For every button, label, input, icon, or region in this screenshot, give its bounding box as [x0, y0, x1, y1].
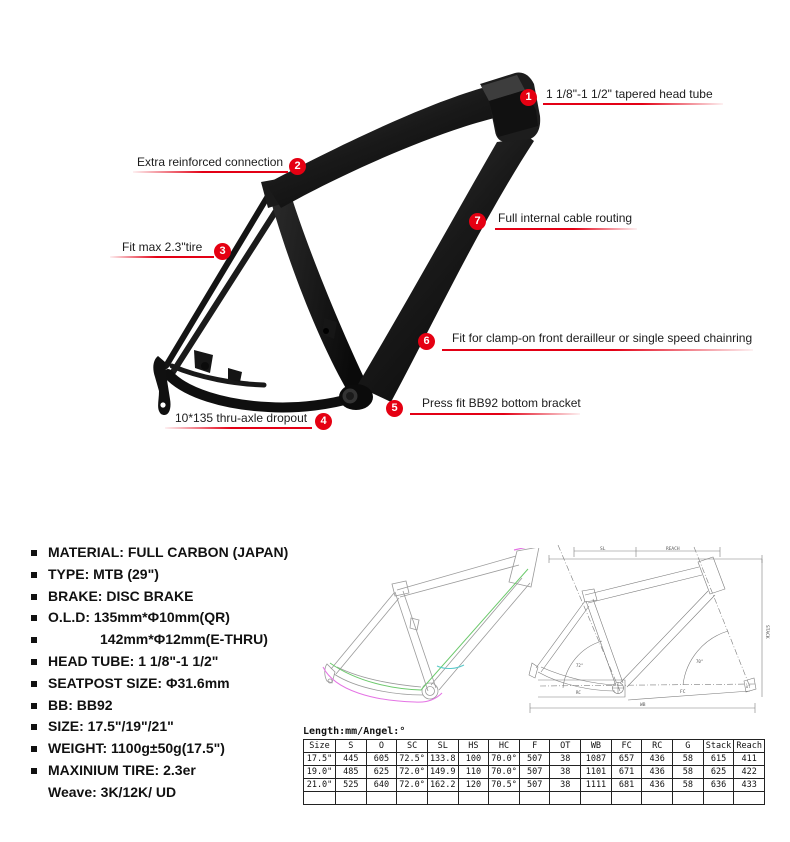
spec-size: SIZE: 17.5"/19"/21" — [30, 716, 330, 738]
callout-label-cable-routing: Full internal cable routing — [498, 211, 633, 225]
seat-angle-label: 72° — [576, 663, 584, 668]
geometry-row-19-0: 19.0" 485 625 72.0° 149.9 110 70.0° 507 38 1101 671 436 58 625 422 — [304, 766, 765, 779]
callout-label-head-tube: 1 1/8"-1 1/2" tapered head tube — [546, 87, 713, 101]
spec-old-ethru: 142mm*Φ12mm(E-THRU) — [30, 629, 330, 651]
callout-badge-6: 6 — [418, 333, 435, 350]
spec-material: MATERIAL: FULL CARBON (JAPAN) — [30, 542, 330, 564]
spec-type: TYPE: MTB (29") — [30, 564, 330, 586]
callout-label-derailleur: Fit for clamp-on front derailleur or single speed chainring — [452, 331, 753, 345]
dim-label-reach: REACH — [666, 547, 680, 552]
callout-underline-6 — [442, 349, 753, 351]
geometry-row-21-0: 21.0" 525 640 72.0° 162.2 120 70.5° 507 38 1111 681 436 58 636 433 — [304, 779, 765, 792]
dim-label-rc: RC — [576, 690, 581, 695]
geometry-row-17-5: 17.5" 445 605 72.5° 133.8 100 70.0° 507 38 1087 657 436 58 615 411 — [304, 753, 765, 766]
geometry-section — [303, 726, 765, 805]
callout-label-tire: Fit max 2.3"tire — [122, 240, 203, 254]
callout-badge-2: 2 — [289, 158, 306, 175]
geometry-row-empty — [304, 792, 765, 805]
callout-badge-3: 3 — [214, 243, 231, 260]
spec-old-qr: O.L.D: 135mm*Φ10mm(QR) — [30, 607, 330, 629]
callout-label-bb92: Press fit BB92 bottom bracket — [422, 396, 581, 410]
callout-label-dropout: 10*135 thru-axle dropout — [175, 411, 308, 425]
spec-brake: BRAKE: DISC BRAKE — [30, 586, 330, 608]
callout-underline-7 — [495, 228, 637, 230]
cad-geometry-drawing — [528, 545, 790, 717]
callout-badge-4: 4 — [315, 413, 332, 430]
spec-seatpost: SEATPOST SIZE: Φ31.6mm — [30, 673, 330, 695]
spec-bb: BB: BB92 — [30, 695, 330, 717]
callout-underline-3 — [110, 256, 214, 258]
callout-label-reinforced: Extra reinforced connection — [137, 155, 284, 169]
callout-underline-1 — [543, 103, 723, 105]
dim-label-ot: OT — [746, 685, 751, 689]
spec-max-tire: MAXINIUM TIRE: 2.3er — [30, 760, 330, 782]
spec-weight: WEIGHT: 1100g±50g(17.5") — [30, 738, 330, 760]
callout-underline-4 — [165, 427, 312, 429]
geometry-table — [303, 739, 765, 805]
geometry-table-title: Length:mm/Angel:° — [303, 726, 406, 737]
callout-underline-2 — [133, 171, 288, 173]
head-angle-label: 70° — [696, 659, 704, 664]
spec-weave: Weave: 3K/12K/ UD — [48, 783, 177, 800]
callout-underline-5 — [410, 413, 580, 415]
callout-badge-5: 5 — [386, 400, 403, 417]
spec-list — [30, 542, 330, 804]
geometry-header-row: Size S O SC SL HS HC F OT WB FC RC G Stack Reach — [304, 740, 765, 753]
dim-label-sl: SL — [600, 547, 606, 552]
dim-label-fc: FC — [680, 690, 686, 695]
callout-badge-1: 1 — [520, 89, 537, 106]
dim-label-stack: STACK — [764, 625, 769, 639]
dim-label-wb: WB — [640, 703, 646, 708]
callout-badge-7: 7 — [469, 213, 486, 230]
spec-head-tube: HEAD TUBE: 1 1/8"-1 1/2" — [30, 651, 330, 673]
cad-frame-drawing — [315, 548, 560, 723]
